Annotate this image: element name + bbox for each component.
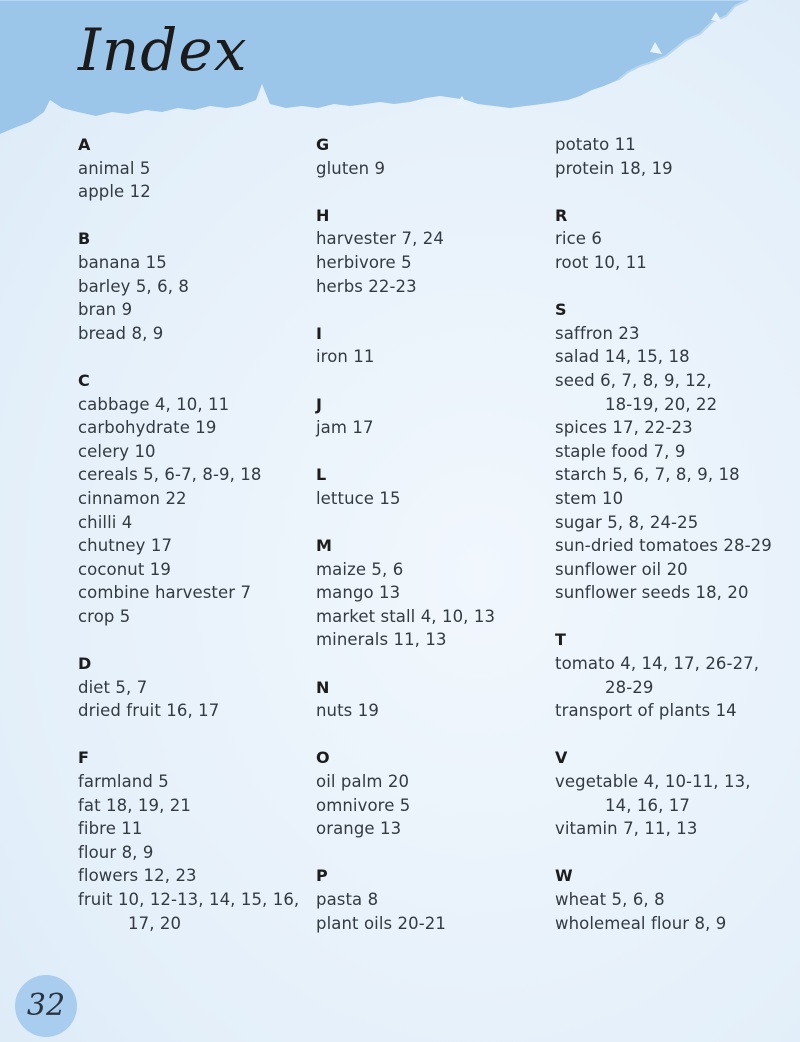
index-section-h: [316, 204, 556, 298]
section-letter: S: [555, 300, 567, 320]
section-letter: W: [555, 866, 573, 886]
index-entry: fibre 11: [78, 819, 143, 839]
entry-continuation: 14, 16, 17: [605, 795, 690, 815]
index-entry: cereals 5, 6-7, 8-9, 18: [78, 465, 262, 485]
index-entry: saffron 23: [555, 323, 640, 343]
index-entry: cabbage 4, 10, 11: [78, 394, 230, 414]
index-entry: potato 11: [555, 135, 636, 154]
entry-text: vegetable 4, 10-11, 13,: [555, 772, 751, 792]
index-entry: salad 14, 15, 18: [555, 347, 690, 367]
index-entry: maize 5, 6: [316, 559, 404, 579]
index-entry: bran 9: [78, 300, 133, 320]
index-section-p: [316, 864, 556, 935]
section-letter: D: [78, 654, 92, 674]
index-section-b: [78, 227, 318, 345]
index-entry: wholemeal flour 8, 9: [555, 913, 727, 933]
index-entry: chilli 4: [78, 512, 133, 532]
section-letter: A: [78, 135, 91, 154]
entry-continuation: 17, 20: [128, 913, 182, 933]
index-section-s: [555, 298, 795, 605]
index-entry: starch 5, 6, 7, 8, 9, 18: [555, 465, 740, 485]
index-entry: vitamin 7, 11, 13: [555, 819, 698, 839]
section-letter: J: [316, 394, 322, 414]
index-entry: mango 13: [316, 583, 401, 603]
index-section-t: [555, 628, 795, 722]
entry-text: fruit 10, 12-13, 14, 15, 16,: [78, 890, 300, 909]
index-entry: diet 5, 7: [78, 677, 148, 697]
section-letter: R: [555, 205, 568, 225]
section-letter: F: [78, 748, 89, 768]
index-entry: transport of plants 14: [555, 701, 737, 721]
index-entry-multiline: [78, 888, 318, 935]
index-entry: root 10, 11: [555, 252, 647, 272]
index-entry: dried fruit 16, 17: [78, 701, 220, 721]
index-column-1: [78, 133, 318, 959]
section-letter: N: [316, 677, 330, 697]
index-entry: omnivore 5: [316, 795, 411, 815]
index-entry: spices 17, 22-23: [555, 418, 693, 438]
index-section-l: [316, 463, 556, 510]
index-entry: sun-dried tomatoes 28-29: [555, 536, 772, 556]
index-entry: rice 6: [555, 229, 602, 249]
index-entry: celery 10: [78, 441, 156, 461]
index-entry: jam 17: [316, 418, 374, 438]
section-letter: V: [555, 748, 568, 768]
index-column-2: [316, 133, 556, 959]
section-letter: G: [316, 135, 330, 154]
section-letter: C: [78, 370, 90, 390]
index-entry: oil palm 20: [316, 772, 410, 792]
index-entry: sunflower seeds 18, 20: [555, 583, 749, 603]
index-entry-multiline: [555, 652, 795, 699]
index-section-r: [555, 204, 795, 275]
index-entry: carbohydrate 19: [78, 418, 217, 438]
index-entry: gluten 9: [316, 158, 386, 178]
index-entry: apple 12: [78, 182, 151, 202]
index-entry-multiline: [555, 369, 795, 416]
index-section-w: [555, 864, 795, 935]
index-entry: sunflower oil 20: [555, 559, 688, 579]
section-letter: M: [316, 536, 332, 556]
section-letter: P: [316, 866, 328, 886]
index-entry: orange 13: [316, 819, 402, 839]
index-entry: cinnamon 22: [78, 488, 187, 508]
index-entry: animal 5: [78, 158, 151, 178]
index-entry: stem 10: [555, 488, 624, 508]
section-letter: I: [316, 323, 322, 343]
index-entry: flour 8, 9: [78, 842, 154, 862]
entry-continuation: 28-29: [605, 677, 654, 697]
section-letter: L: [316, 465, 327, 485]
index-entry: sugar 5, 8, 24-25: [555, 512, 699, 532]
entry-text: seed 6, 7, 8, 9, 12,: [555, 370, 712, 390]
index-entry: protein 18, 19: [555, 158, 673, 178]
index-entry: coconut 19: [78, 559, 171, 579]
index-entry: harvester 7, 24: [316, 229, 444, 249]
section-letter: T: [555, 630, 566, 650]
index-section-f: [78, 746, 318, 935]
index-entry: herbivore 5: [316, 252, 412, 272]
index-entry: banana 15: [78, 252, 167, 272]
index-section-p-continued: [555, 133, 795, 180]
section-letter: B: [78, 229, 91, 249]
index-entry: fat 18, 19, 21: [78, 795, 192, 815]
index-entry: bread 8, 9: [78, 323, 164, 343]
section-letter: H: [316, 205, 330, 225]
index-section-d: [78, 652, 318, 723]
index-entry: lettuce 15: [316, 488, 401, 508]
index-section-i: [316, 322, 556, 369]
index-section-v: [555, 746, 795, 840]
page-number-badge: [15, 975, 77, 1037]
index-section-a: [78, 133, 318, 204]
index-entry: barley 5, 6, 8: [78, 276, 189, 296]
index-section-j: [316, 393, 556, 440]
index-entry: flowers 12, 23: [78, 866, 197, 886]
index-section-o: [316, 746, 556, 840]
index-entry: chutney 17: [78, 536, 173, 556]
entry-continuation: 18-19, 20, 22: [605, 394, 718, 414]
index-entry: iron 11: [316, 347, 375, 367]
index-entry: crop 5: [78, 606, 131, 626]
index-entry: plant oils 20-21: [316, 913, 446, 933]
index-entry: combine harvester 7: [78, 583, 252, 603]
index-section-c: [78, 369, 318, 629]
section-letter: O: [316, 748, 330, 768]
index-entry: wheat 5, 6, 8: [555, 890, 665, 909]
entry-text: tomato 4, 14, 17, 26-27,: [555, 654, 760, 674]
index-entry: market stall 4, 10, 13: [316, 606, 496, 626]
index-entry-multiline: [555, 770, 795, 817]
page-number: 32: [26, 988, 66, 1023]
index-entry: farmland 5: [78, 772, 169, 792]
page-title: Index: [78, 16, 248, 84]
index-column-3: [555, 133, 795, 959]
index-entry: staple food 7, 9: [555, 441, 686, 461]
index-section-n: [316, 676, 556, 723]
index-entry: pasta 8: [316, 890, 379, 909]
index-section-g: [316, 133, 556, 180]
index-entry: minerals 11, 13: [316, 630, 447, 650]
index-entry: herbs 22-23: [316, 276, 417, 296]
index-entry: nuts 19: [316, 701, 379, 721]
index-section-m: [316, 534, 556, 652]
